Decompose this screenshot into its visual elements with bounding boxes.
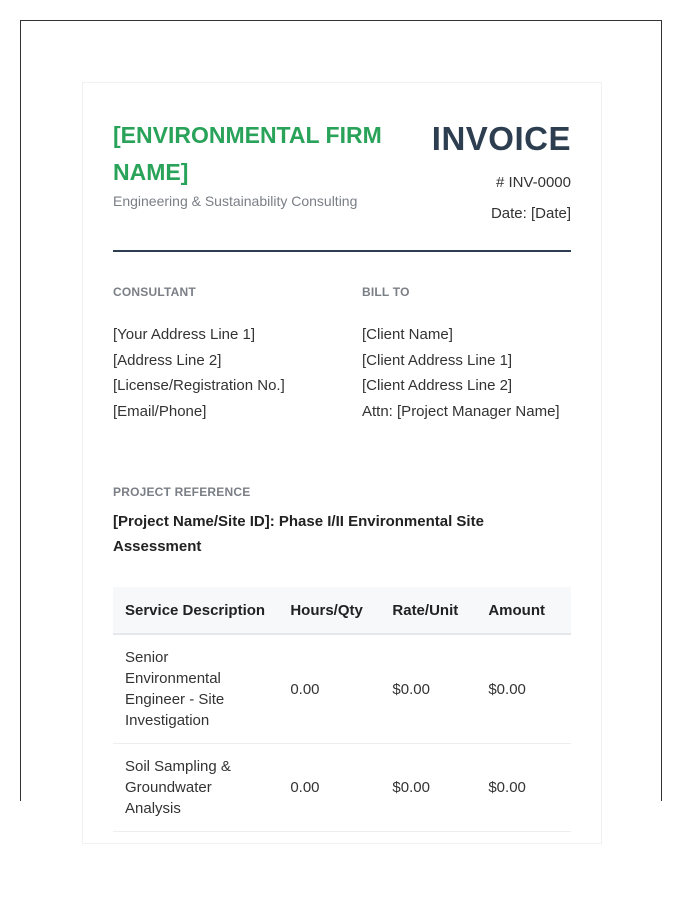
consultant-block <box>113 285 333 424</box>
row-hours: 0.00 <box>278 744 380 832</box>
firm-tagline: Engineering & Sustainability Consulting <box>113 193 358 209</box>
consultant-label: CONSULTANT <box>113 285 196 299</box>
firm-name: [ENVIRONMENTAL FIRM NAME] <box>113 122 382 185</box>
row-amount: $0.00 <box>476 634 571 744</box>
row-description: Soil Sampling & Groundwater Analysis <box>113 744 278 832</box>
row-hours: 0.00 <box>278 634 380 744</box>
project-reference-label: PROJECT REFERENCE <box>113 485 251 499</box>
services-table <box>113 587 571 832</box>
bill-to-details <box>362 322 562 424</box>
invoice-title: INVOICE <box>431 120 571 157</box>
column-header-description: Service Description <box>113 587 278 634</box>
invoice-sheet <box>82 82 602 844</box>
consultant-contact: [Email/Phone] <box>113 402 207 420</box>
row-rate: $0.00 <box>380 634 476 744</box>
row-amount: $0.00 <box>476 744 571 832</box>
table-row <box>113 744 571 832</box>
column-header-hours: Hours/Qty <box>278 587 380 634</box>
row-description: Senior Environmental Engineer - Site Investigation <box>113 634 278 744</box>
consultant-details <box>113 322 333 424</box>
client-attention: Attn: [Project Manager Name] <box>362 402 560 420</box>
column-header-rate: Rate/Unit <box>380 587 476 634</box>
header-divider <box>113 250 571 252</box>
client-name: [Client Name] <box>362 326 453 343</box>
client-address-line-2: [Client Address Line 2] <box>362 377 513 394</box>
invoice-date: Date: [Date] <box>490 205 571 222</box>
consultant-address-line-2: [Address Line 2] <box>113 351 222 369</box>
invoice-number: # INV-0000 <box>495 174 571 191</box>
bill-to-label: BILL TO <box>362 285 410 299</box>
column-header-amount: Amount <box>476 587 571 634</box>
table-header-row <box>113 587 571 634</box>
consultant-license: [License/Registration No.] <box>113 377 285 394</box>
client-address-line-1: [Client Address Line 1] <box>362 351 513 369</box>
consultant-address-line-1: [Your Address Line 1] <box>113 326 256 343</box>
project-reference-block <box>113 485 533 559</box>
project-name: [Project Name/Site ID]: Phase I/II Environmental Site Assessment <box>113 513 484 555</box>
row-rate: $0.00 <box>380 744 476 832</box>
table-row <box>113 634 571 744</box>
bill-to-block <box>362 285 562 424</box>
document-viewport[interactable] <box>20 20 662 817</box>
